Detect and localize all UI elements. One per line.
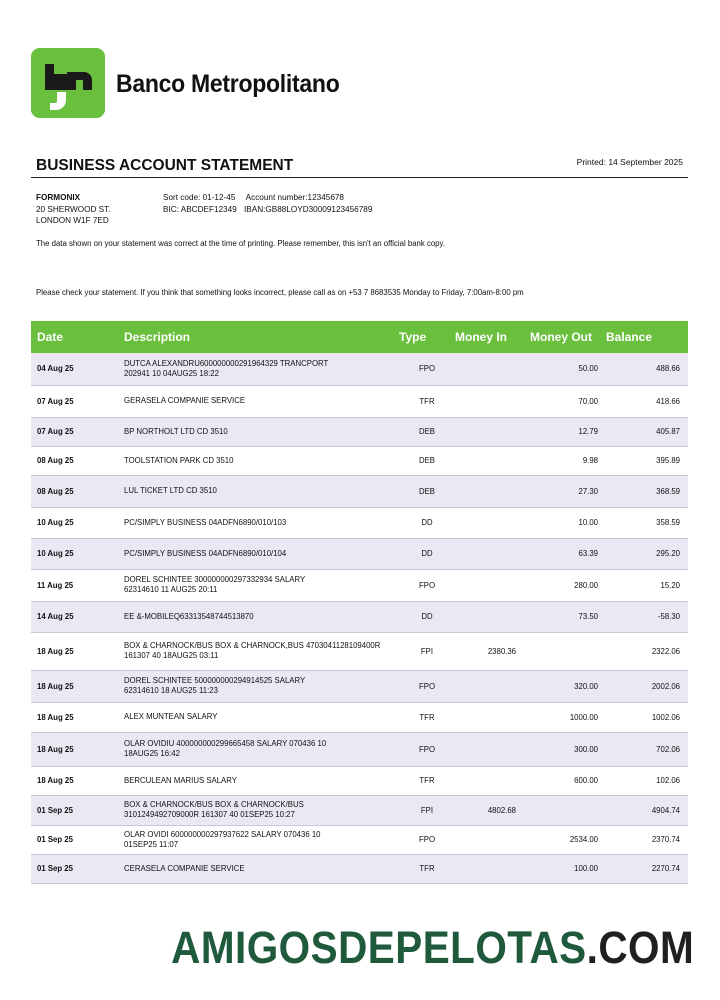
row-description	[118, 353, 399, 385]
row-money-in	[455, 601, 530, 632]
row-description-line1: BERCULEAN MARIUS SALARY	[124, 775, 237, 785]
row-money-in	[455, 385, 530, 417]
row-date: 10 Aug 25	[31, 538, 118, 569]
header-divider	[31, 177, 688, 178]
table-row	[31, 795, 688, 825]
row-description-line1: CERASELA COMPANIE SERVICE	[124, 863, 245, 873]
row-description-line1: BP NORTHOLT LTD CD 3510	[124, 426, 228, 436]
row-description-line1: GERASELA COMPANIE SERVICE	[124, 396, 246, 405]
row-type: FPO	[399, 732, 455, 766]
printed-date: Printed: 14 September 2025	[576, 157, 683, 167]
row-type: DEB	[399, 475, 455, 507]
row-money-in	[455, 766, 530, 795]
row-date: 07 Aug 25	[31, 385, 118, 417]
table-row	[31, 446, 688, 475]
row-type: TFR	[399, 385, 455, 417]
row-money-out: 1000.00	[530, 702, 606, 732]
row-date: 18 Aug 25	[31, 702, 118, 732]
row-type: TFR	[399, 854, 455, 883]
row-type: FPO	[399, 353, 455, 385]
row-money-in	[455, 732, 530, 766]
row-type: TFR	[399, 766, 455, 795]
row-date: 01 Sep 25	[31, 854, 118, 883]
bank-name: Banco Metropolitano	[116, 70, 340, 98]
row-description-line2: 161307 40 18AUG25 03:11	[124, 651, 219, 660]
row-balance: 4904.74	[606, 795, 688, 825]
row-balance: 2370.74	[606, 825, 688, 854]
row-money-in	[455, 475, 530, 507]
row-description	[118, 417, 399, 446]
row-description	[118, 825, 399, 854]
row-money-in	[455, 507, 530, 538]
row-money-out: 320.00	[530, 670, 606, 702]
row-description-line1: OLAR OVIDI 600000000297937622 SALARY 070436 10	[124, 829, 321, 839]
table-row	[31, 475, 688, 507]
row-money-out: 2534.00	[530, 825, 606, 854]
row-money-out: 12.79	[530, 417, 606, 446]
row-description	[118, 475, 399, 507]
row-description	[118, 854, 399, 883]
address-line-2: LONDON W1F 7ED	[36, 216, 109, 225]
row-description-line1: PC/SIMPLY BUSINESS 04ADFN6890/010/103	[124, 517, 287, 527]
row-description-line1: DUTCA ALEXANDRU600000000291964329 TRANCPORT	[124, 358, 329, 368]
row-type: TFR	[399, 702, 455, 732]
row-description	[118, 632, 399, 670]
row-date: 18 Aug 25	[31, 766, 118, 795]
row-type: DD	[399, 601, 455, 632]
col-header-balance: Balance	[606, 321, 688, 353]
watermark	[171, 922, 694, 974]
table-row	[31, 825, 688, 854]
company-name: FORMONIX	[36, 193, 81, 202]
row-balance: 295.20	[606, 538, 688, 569]
col-header-date: Date	[31, 321, 118, 353]
table-header-row	[31, 321, 688, 353]
iban: IBAN:GB88LOYD30009123456789	[244, 204, 373, 214]
table-row	[31, 353, 688, 385]
row-type: DD	[399, 507, 455, 538]
row-date: 01 Sep 25	[31, 795, 118, 825]
row-balance: 15.20	[606, 569, 688, 601]
row-description-line1: OLAR OVIDIU 400000000299665458 SALARY 070436 10	[124, 739, 327, 748]
table-row	[31, 632, 688, 670]
table-row	[31, 702, 688, 732]
row-type: DD	[399, 538, 455, 569]
row-date: 11 Aug 25	[31, 569, 118, 601]
row-description-line2: 62314610 18 AUG25 11:23	[124, 686, 218, 695]
row-money-in	[455, 353, 530, 385]
row-description-line1: DOREL SCHINTEE 300000000297332934 SALARY	[124, 575, 306, 584]
row-money-in: 4802.68	[455, 795, 530, 825]
row-description-line2: 3101249492709000R 161307 40 01SEP25 10:27	[124, 810, 295, 819]
row-description-line1: TOOLSTATION PARK CD 3510	[124, 455, 234, 465]
row-money-out: 280.00	[530, 569, 606, 601]
row-money-in	[455, 702, 530, 732]
row-money-out	[530, 632, 606, 670]
row-description	[118, 702, 399, 732]
row-description	[118, 538, 399, 569]
row-description	[118, 601, 399, 632]
row-money-out: 9.98	[530, 446, 606, 475]
row-description-line1: BOX & CHARNOCK/BUS BOX & CHARNOCK,BUS 4703041128109400R	[124, 641, 381, 650]
row-money-out: 63.39	[530, 538, 606, 569]
sort-code: Sort code: 01-12-45	[163, 193, 236, 202]
row-money-in	[455, 569, 530, 601]
row-description	[118, 446, 399, 475]
col-header-description: Description	[118, 321, 399, 353]
row-money-out: 70.00	[530, 385, 606, 417]
row-money-in	[455, 854, 530, 883]
table-row	[31, 538, 688, 569]
row-date: 07 Aug 25	[31, 417, 118, 446]
row-money-in: 2380.36	[455, 632, 530, 670]
row-money-out: 600.00	[530, 766, 606, 795]
row-type: DEB	[399, 446, 455, 475]
table-row	[31, 732, 688, 766]
row-money-out: 10.00	[530, 507, 606, 538]
table-row	[31, 385, 688, 417]
contact-note: Please check your statement. If you think that something looks incorrect, please call as on +53 7 8683535 Monday to Friday, 7:00am-8:00 pm	[36, 288, 524, 297]
customer-address	[36, 192, 110, 227]
statement-title: BUSINESS ACCOUNT STATEMENT	[36, 157, 294, 174]
row-description-line1: LUL TICKET LTD CD 3510	[124, 486, 217, 495]
row-description	[118, 670, 399, 702]
row-description-line1: PC/SIMPLY BUSINESS 04ADFN6890/010/104	[124, 548, 287, 558]
row-date: 18 Aug 25	[31, 732, 118, 766]
row-description	[118, 795, 399, 825]
row-description	[118, 507, 399, 538]
row-balance: 405.87	[606, 417, 688, 446]
row-description-line1: BOX & CHARNOCK/BUS BOX & CHARNOCK/BUS	[124, 800, 304, 809]
row-money-in	[455, 825, 530, 854]
row-money-out	[530, 795, 606, 825]
row-type: FPI	[399, 632, 455, 670]
row-balance: -58.30	[606, 601, 688, 632]
row-balance: 358.59	[606, 507, 688, 538]
row-money-in	[455, 417, 530, 446]
account-number: Account number:12345678	[245, 193, 344, 202]
address-line-1: 20 SHERWOOD ST.	[36, 204, 111, 214]
watermark-domain: .COM	[586, 922, 694, 973]
row-balance: 488.66	[606, 353, 688, 385]
row-date: 08 Aug 25	[31, 446, 118, 475]
row-description-line2: 18AUG25 16:42	[124, 749, 180, 758]
row-date: 10 Aug 25	[31, 507, 118, 538]
table-row	[31, 507, 688, 538]
row-description-line1: DOREL SCHINTEE 500000000294914525 SALARY	[124, 676, 306, 685]
col-header-money-in: Money In	[455, 321, 530, 353]
row-balance: 395.89	[606, 446, 688, 475]
row-type: FPO	[399, 825, 455, 854]
row-description	[118, 385, 399, 417]
row-money-out: 73.50	[530, 601, 606, 632]
bic: BIC: ABCDEF12349	[163, 204, 237, 214]
row-description-line2: 62314610 11 AUG25 20:11	[124, 585, 218, 594]
col-header-money-out: Money Out	[530, 321, 606, 353]
row-balance: 418.66	[606, 385, 688, 417]
account-details	[163, 192, 372, 215]
row-type: FPO	[399, 670, 455, 702]
row-balance: 1002.06	[606, 702, 688, 732]
row-description-line1: EE &-MOBILEQ63313548744513870	[124, 611, 254, 621]
bank-logo-mark-icon	[31, 48, 105, 118]
table-row	[31, 854, 688, 883]
row-balance: 2002.06	[606, 670, 688, 702]
table-row	[31, 670, 688, 702]
row-type: FPI	[399, 795, 455, 825]
row-description	[118, 766, 399, 795]
row-date: 08 Aug 25	[31, 475, 118, 507]
row-money-out: 27.30	[530, 475, 606, 507]
row-money-out: 50.00	[530, 353, 606, 385]
row-description-line2: 01SEP25 11:07	[124, 839, 179, 849]
bank-logo	[31, 48, 105, 118]
row-date: 04 Aug 25	[31, 353, 118, 385]
row-balance: 2270.74	[606, 854, 688, 883]
row-money-out: 100.00	[530, 854, 606, 883]
table-row	[31, 417, 688, 446]
row-description-line1: ALEX MUNTEAN SALARY	[124, 712, 218, 721]
row-date: 18 Aug 25	[31, 670, 118, 702]
row-money-in	[455, 446, 530, 475]
disclaimer-note: The data shown on your statement was correct at the time of printing. Please remember, this isn't an official bank copy.	[36, 239, 446, 248]
transactions-table	[31, 321, 688, 884]
row-money-in	[455, 670, 530, 702]
row-date: 18 Aug 25	[31, 632, 118, 670]
row-description	[118, 569, 399, 601]
row-balance: 702.06	[606, 732, 688, 766]
row-balance: 368.59	[606, 475, 688, 507]
col-header-type: Type	[399, 321, 455, 353]
row-description-line2: 202941 10 04AUG25 18:22	[124, 368, 219, 378]
row-type: DEB	[399, 417, 455, 446]
row-money-in	[455, 538, 530, 569]
table-row	[31, 569, 688, 601]
table-row	[31, 601, 688, 632]
watermark-text: AMIGOSDEPELOTAS	[170, 922, 587, 973]
row-balance: 2322.06	[606, 632, 688, 670]
row-date: 14 Aug 25	[31, 601, 118, 632]
row-date: 01 Sep 25	[31, 825, 118, 854]
row-type: FPO	[399, 569, 455, 601]
table-row	[31, 766, 688, 795]
row-description	[118, 732, 399, 766]
row-balance: 102.06	[606, 766, 688, 795]
row-money-out: 300.00	[530, 732, 606, 766]
